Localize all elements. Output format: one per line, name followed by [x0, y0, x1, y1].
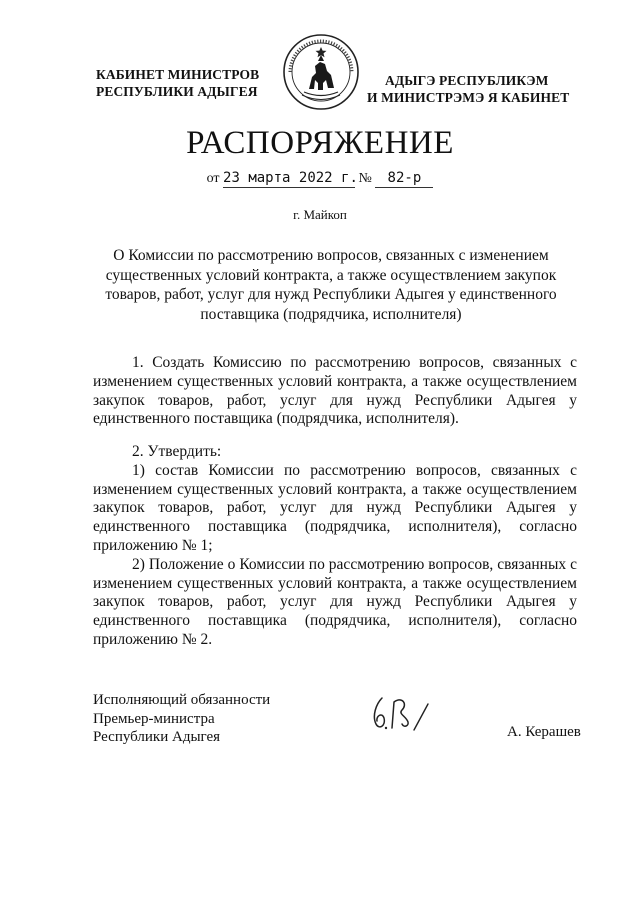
signatory-name: А. Керашев: [507, 724, 581, 740]
number-label: №: [358, 171, 372, 186]
date-from-label: от: [206, 171, 220, 186]
document-title: РАСПОРЯЖЕНИЕ: [186, 125, 454, 161]
decree-item-1-text: 1. Создать Комиссию по рассмотрению вопросов, связанных с изменением существенных условий контракта, а также осуществлением закупок товаров, работ, услуг для нужд Республики Адыгея у единственного поставщика (подрядчика, исполнителя).: [93, 354, 577, 428]
signatory-line-1: Исполняющий обязанности: [93, 692, 271, 708]
signatory-line-3: Республики Адыгея: [93, 729, 221, 745]
issuer-header-russian: [96, 66, 259, 100]
issuer-line-2: РЕСПУБЛИКИ АДЫГЕЯ: [96, 84, 258, 99]
issuer-line-adyghe-1: АДЫГЭ РЕСПУБЛИКЭМ: [385, 73, 549, 88]
issuer-header-adyghe: [367, 72, 569, 106]
decree-item-1: [93, 354, 577, 429]
decree-item-2: [93, 443, 577, 650]
signatory-line-2: Премьер-министра: [93, 710, 215, 727]
issuer-line-adyghe-2: И МИНИСТРЭМЭ Я КАБИНЕТ: [367, 90, 570, 105]
date-number-line: [0, 170, 640, 188]
decree-item-2-intro: 2. Утвердить:: [132, 443, 222, 460]
signatory-title: [93, 691, 270, 747]
decree-item-2-sub1: 1) состав Комиссии по рассмотрению вопросов, связанных с изменением существенных условий контракта, а также осуществлением закупок товаров, работ, услуг для нужд Республики Адыгея у единственного поставщика (подрядчика, исполнителя), согласно приложению № 1;: [93, 461, 577, 554]
handwritten-signature: [368, 690, 438, 736]
document-subject: О Комиссии по рассмотрению вопросов, связанных с изменением существенных условий контракта, а также осуществлением закупок товаров, работ, услуг для нужд Республики Адыгея у единственного поставщика (подрядчика, исполнителя): [105, 247, 557, 323]
date-value: 23 марта 2022 г.: [223, 170, 358, 186]
number-value: 82-р: [375, 170, 433, 188]
decree-item-2-sub2: 2) Положение о Комиссии по рассмотрению вопросов, связанных с изменением существенных условий контракта, а также осуществлением закупок товаров, работ, услуг для нужд Республики Адыгея у единственного поставщика (подрядчика, исполнителя), согласно приложению № 2.: [93, 555, 577, 648]
issuer-line-1: КАБИНЕТ МИНИСТРОВ: [96, 67, 260, 82]
coat-of-arms-emblem: [282, 33, 360, 111]
city-line: г. Майкоп: [293, 207, 347, 222]
